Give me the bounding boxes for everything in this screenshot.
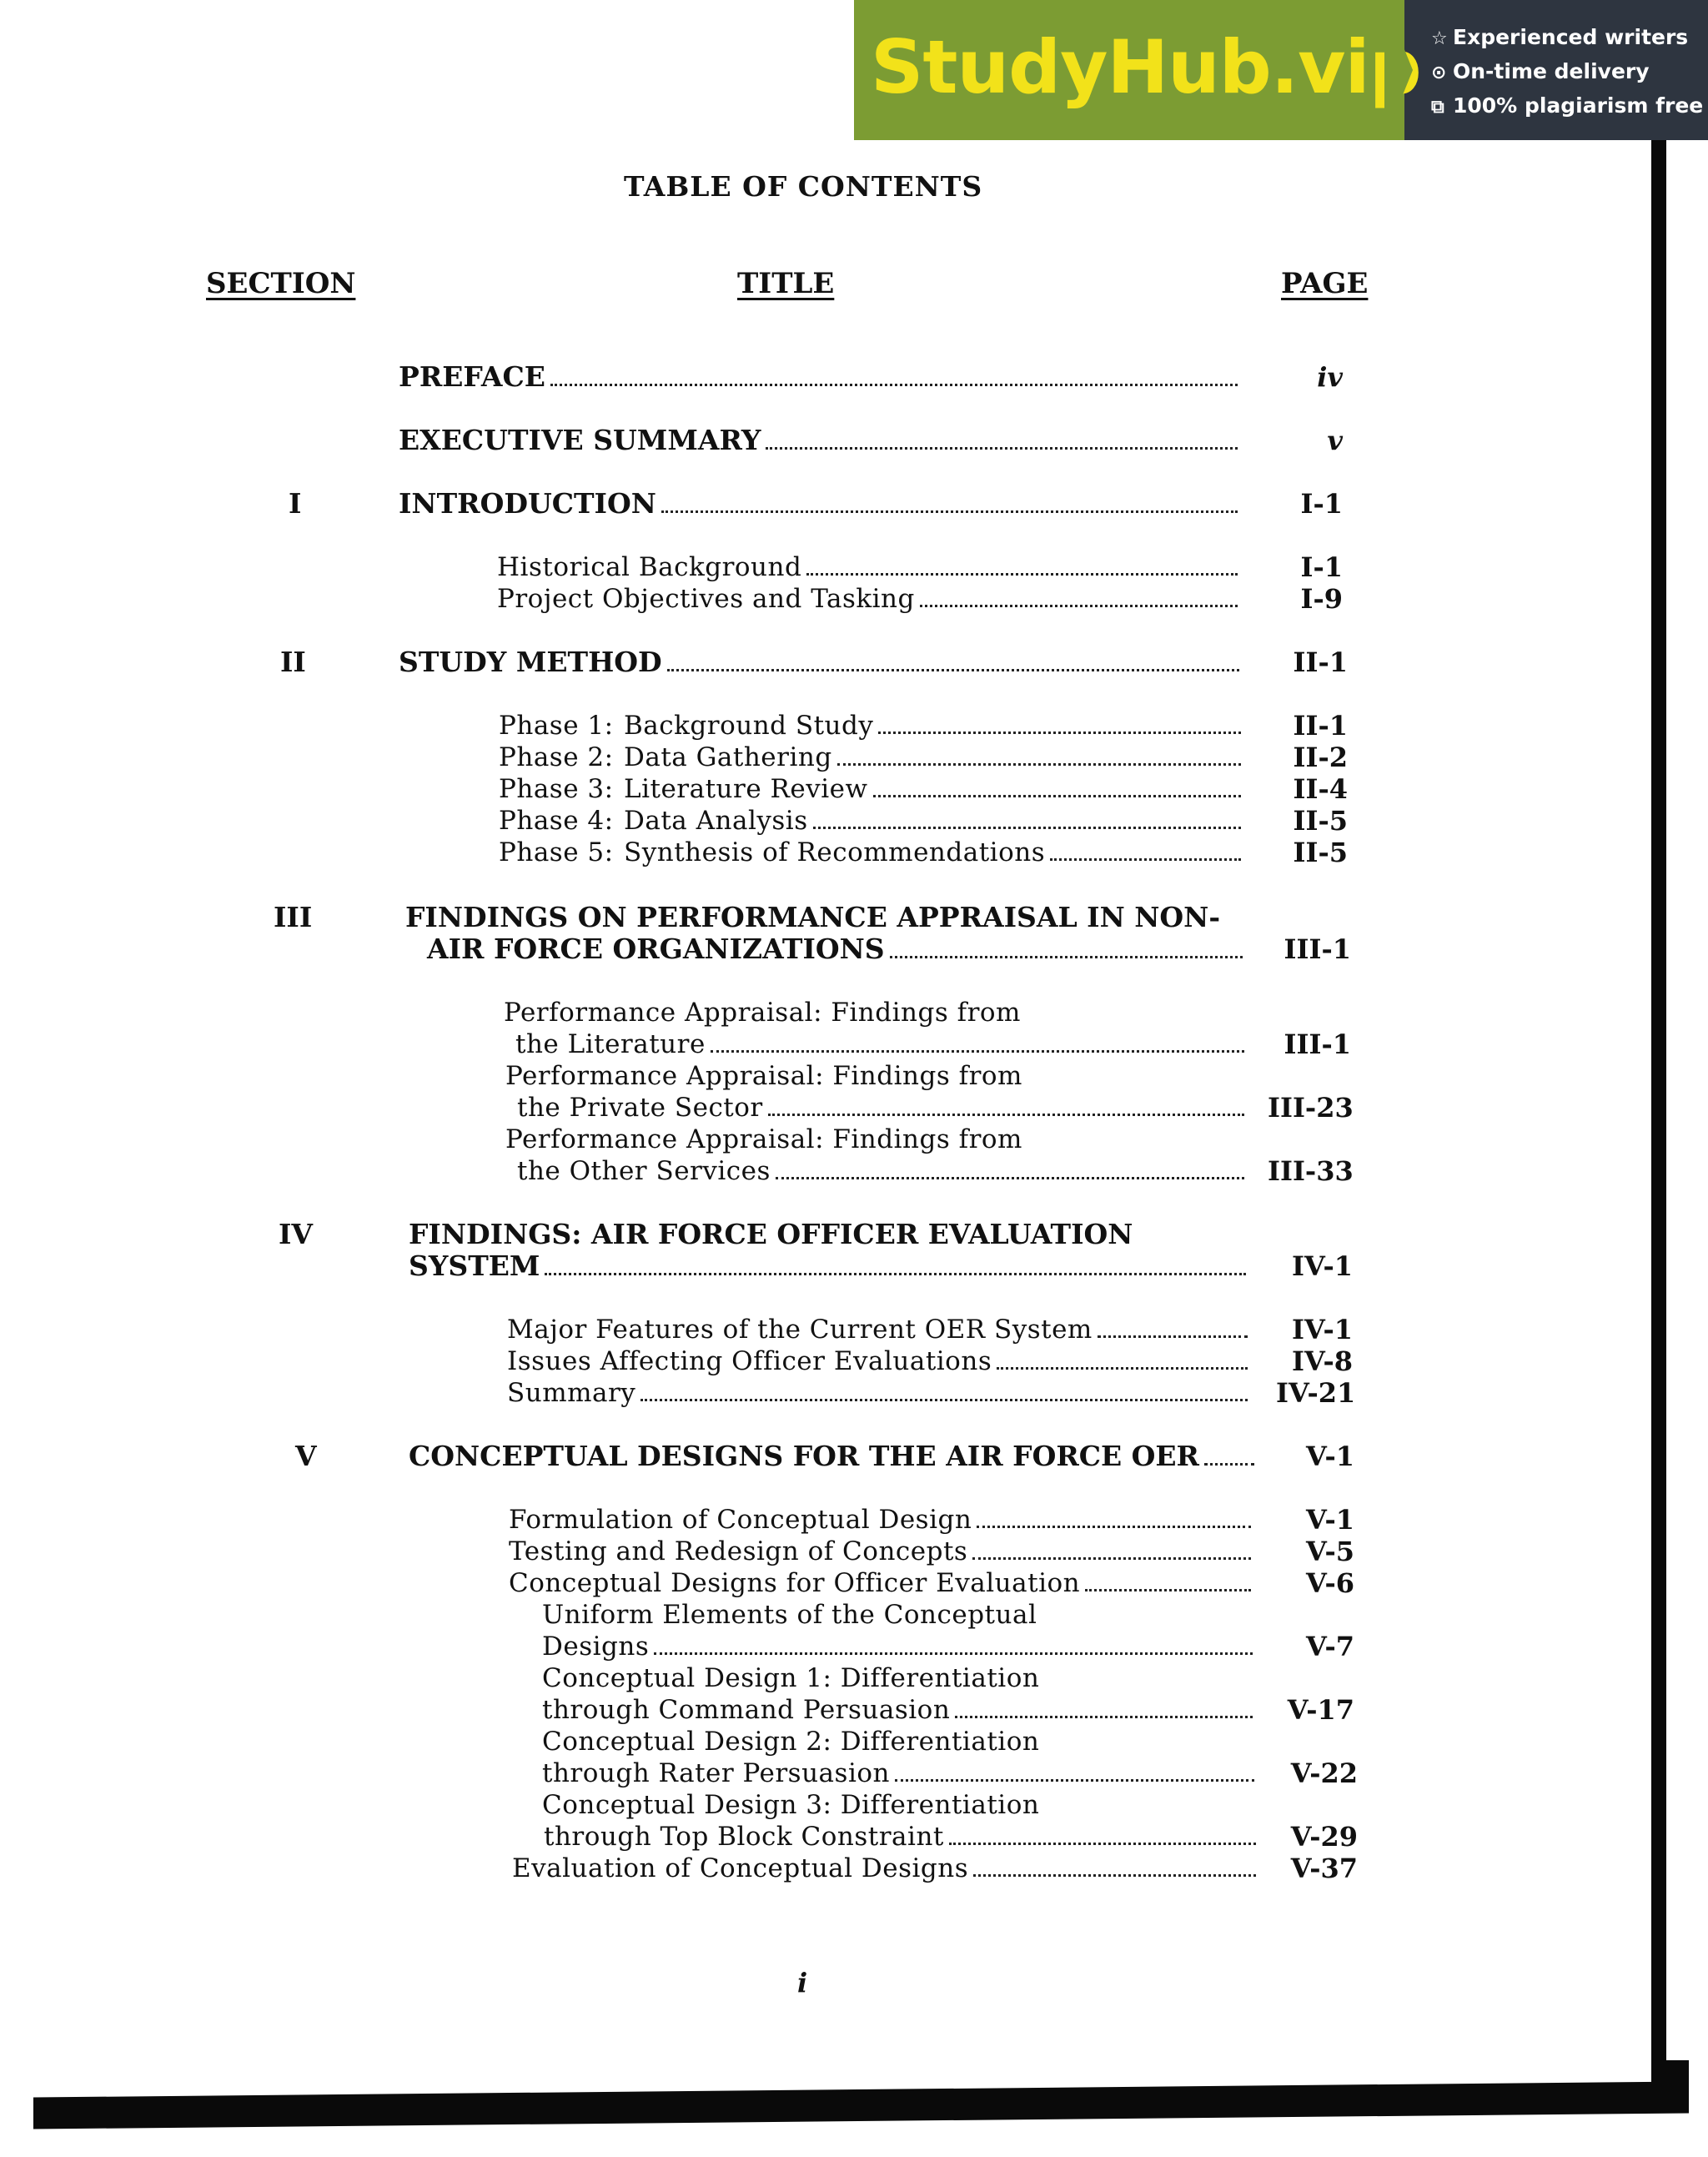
dot-leader [813, 827, 1241, 829]
perks-list [1431, 20, 1703, 123]
toc-entry-findings-non-af-line1[interactable]: FINDINGS ON PERFORMANCE APPRAISAL IN NON- [405, 901, 1221, 933]
page-number: V-37 [1290, 1853, 1358, 1884]
column-header-page: PAGE [1281, 267, 1369, 300]
page-number: III-1 [1284, 933, 1351, 965]
page-number: II-1 [1293, 646, 1348, 678]
clock-icon: ⊙ [1431, 63, 1447, 83]
page-number: V-7 [1305, 1631, 1354, 1662]
star-icon: ☆ [1431, 28, 1448, 49]
section-number: II [280, 646, 306, 678]
page-number: II-5 [1293, 805, 1348, 837]
page-number: IV-8 [1291, 1345, 1353, 1377]
toc-entry-findings-af-line1[interactable]: FINDINGS: AIR FORCE OFFICER EVALUATION [409, 1218, 1133, 1250]
section-number: I [289, 487, 302, 520]
dot-leader [878, 732, 1241, 734]
page-number: II-2 [1293, 742, 1348, 773]
dot-leader [873, 795, 1241, 797]
page-number: V-6 [1305, 1567, 1354, 1599]
toc-subentry-phase[interactable]: Phase 4: Data Analysis [499, 804, 1244, 837]
watermark-banner[interactable] [854, 0, 1708, 140]
dot-leader [766, 447, 1238, 450]
page-number: III-1 [1284, 1028, 1351, 1060]
dot-leader [1085, 1589, 1251, 1591]
page-number: V-17 [1287, 1694, 1354, 1726]
toc-subsubentry-line1[interactable]: Conceptual Design 3: Differentiation [542, 1790, 1040, 1820]
scan-border-bottom [33, 2081, 1689, 2129]
toc-subsubentry-line1[interactable]: Conceptual Design 2: Differentiation [542, 1727, 1040, 1757]
toc-entry-introduction[interactable]: INTRODUCTION [399, 487, 1241, 520]
dot-leader [545, 1273, 1246, 1275]
page-number: I-9 [1300, 583, 1343, 615]
toc-subentry[interactable]: Summary [507, 1376, 1251, 1410]
toc-subentry-line1[interactable]: Performance Appraisal: Findings from [504, 998, 1021, 1028]
perk-item: ☆ Experienced writers [1431, 20, 1703, 54]
page-number: IV-1 [1291, 1314, 1353, 1345]
brand-logo[interactable]: StudyHub.vip [871, 24, 1421, 110]
dot-leader [837, 763, 1241, 766]
toc-subentry-phase[interactable]: Phase 1: Background Study [499, 709, 1244, 742]
dot-leader [711, 1050, 1244, 1053]
dot-leader [550, 384, 1238, 386]
dot-leader [973, 1874, 1256, 1877]
toc-subentry[interactable]: Evaluation of Conceptual Designs [512, 1852, 1259, 1885]
toc-entry-study-method[interactable]: STUDY METHOD [399, 646, 1243, 679]
section-number: V [295, 1440, 317, 1472]
toc-subentry[interactable]: Testing and Redesign of Concepts [509, 1535, 1254, 1568]
page-number: III-23 [1268, 1092, 1354, 1124]
banner-arrow [1384, 0, 1413, 140]
toc-entry-findings-non-af[interactable]: AIR FORCE ORGANIZATIONS [427, 933, 1246, 966]
dot-leader [768, 1114, 1244, 1116]
dot-leader [1098, 1335, 1248, 1338]
page-number: II-4 [1293, 773, 1348, 805]
toc-subentry-line1[interactable]: Performance Appraisal: Findings from [505, 1124, 1022, 1154]
page-number: IV-1 [1291, 1250, 1353, 1282]
dot-leader [920, 605, 1238, 607]
page-number: III-33 [1268, 1155, 1354, 1187]
toc-subentry-phase[interactable]: Phase 3: Literature Review [499, 772, 1244, 806]
toc-subentry[interactable]: Historical Background [497, 551, 1241, 584]
toc-subentry[interactable]: Project Objectives and Tasking [497, 582, 1241, 616]
scan-border-right [1651, 133, 1666, 2085]
document-title: TABLE OF CONTENTS [624, 170, 983, 203]
toc-subentry[interactable]: Issues Affecting Officer Evaluations [507, 1345, 1251, 1378]
dot-leader [972, 1557, 1251, 1560]
toc-subsubentry[interactable]: Designs [542, 1630, 1256, 1663]
toc-entry-preface[interactable]: PREFACE [399, 360, 1241, 394]
page-number: V-29 [1290, 1821, 1358, 1853]
page-number: II-5 [1293, 837, 1348, 868]
dot-leader [997, 1367, 1248, 1370]
dot-leader [776, 1177, 1244, 1179]
page-number: IV-21 [1276, 1377, 1356, 1409]
dot-leader [955, 1716, 1253, 1718]
page-number: V-1 [1305, 1504, 1354, 1536]
section-number: III [274, 901, 313, 933]
toc-subentry[interactable]: Formulation of Conceptual Design [509, 1503, 1254, 1536]
dot-leader [890, 956, 1243, 958]
footer-page-number: i [797, 1967, 808, 1999]
dot-leader [640, 1399, 1248, 1401]
toc-subentry-phase[interactable]: Phase 2: Data Gathering [499, 741, 1244, 774]
dot-leader [806, 573, 1238, 576]
column-header-title: TITLE [737, 267, 835, 300]
toc-entry-findings-af[interactable]: SYSTEM [409, 1249, 1249, 1283]
page-number: iv [1317, 361, 1343, 393]
dot-leader [654, 1652, 1253, 1655]
page-number: v [1327, 425, 1343, 456]
dot-leader [977, 1526, 1251, 1528]
toc-subentry[interactable]: the Private Sector [517, 1091, 1248, 1124]
dot-leader [667, 669, 1239, 671]
page-number: V-5 [1305, 1536, 1354, 1567]
page-number: II-1 [1293, 710, 1348, 742]
dot-leader [1204, 1463, 1254, 1466]
toc-subentry[interactable]: the Literature [515, 1028, 1248, 1061]
dot-leader [895, 1779, 1254, 1782]
page-number: I-1 [1300, 488, 1343, 520]
toc-subsubentry[interactable]: through Command Persuasion [542, 1693, 1256, 1727]
toc-entry-executive-summary[interactable]: EXECUTIVE SUMMARY [399, 424, 1241, 457]
perk-item: ⧉ 100% plagiarism free [1431, 88, 1703, 123]
perk-item: ⊙ On-time delivery [1431, 54, 1703, 88]
toc-subentry[interactable]: Conceptual Designs for Officer Evaluation [509, 1566, 1254, 1600]
toc-subsubentry[interactable]: through Rater Persuasion [542, 1757, 1258, 1790]
dot-leader [949, 1843, 1256, 1845]
dot-leader [661, 510, 1238, 513]
toc-subsubentry-line1[interactable]: Conceptual Design 1: Differentiation [542, 1663, 1040, 1693]
toc-subsubentry-line1[interactable]: Uniform Elements of the Conceptual [542, 1600, 1037, 1630]
toc-subentry[interactable]: Major Features of the Current OER System [507, 1313, 1251, 1346]
page-number: I-1 [1300, 551, 1343, 583]
dot-leader [1050, 858, 1241, 861]
toc-subentry-line1[interactable]: Performance Appraisal: Findings from [505, 1061, 1022, 1091]
column-header-section: SECTION [206, 267, 356, 300]
page-number: V-1 [1305, 1441, 1354, 1472]
page-number: V-22 [1290, 1757, 1358, 1789]
copy-icon: ⧉ [1431, 97, 1444, 118]
toc-subsubentry[interactable]: through Top Block Constraint [544, 1820, 1259, 1853]
toc-entry-conceptual-designs[interactable]: CONCEPTUAL DESIGNS FOR THE AIR FORCE OER [409, 1440, 1258, 1473]
toc-subentry[interactable]: the Other Services [517, 1154, 1248, 1188]
toc-subentry-phase[interactable]: Phase 5: Synthesis of Recommendations [499, 836, 1244, 869]
section-number: IV [279, 1218, 314, 1250]
